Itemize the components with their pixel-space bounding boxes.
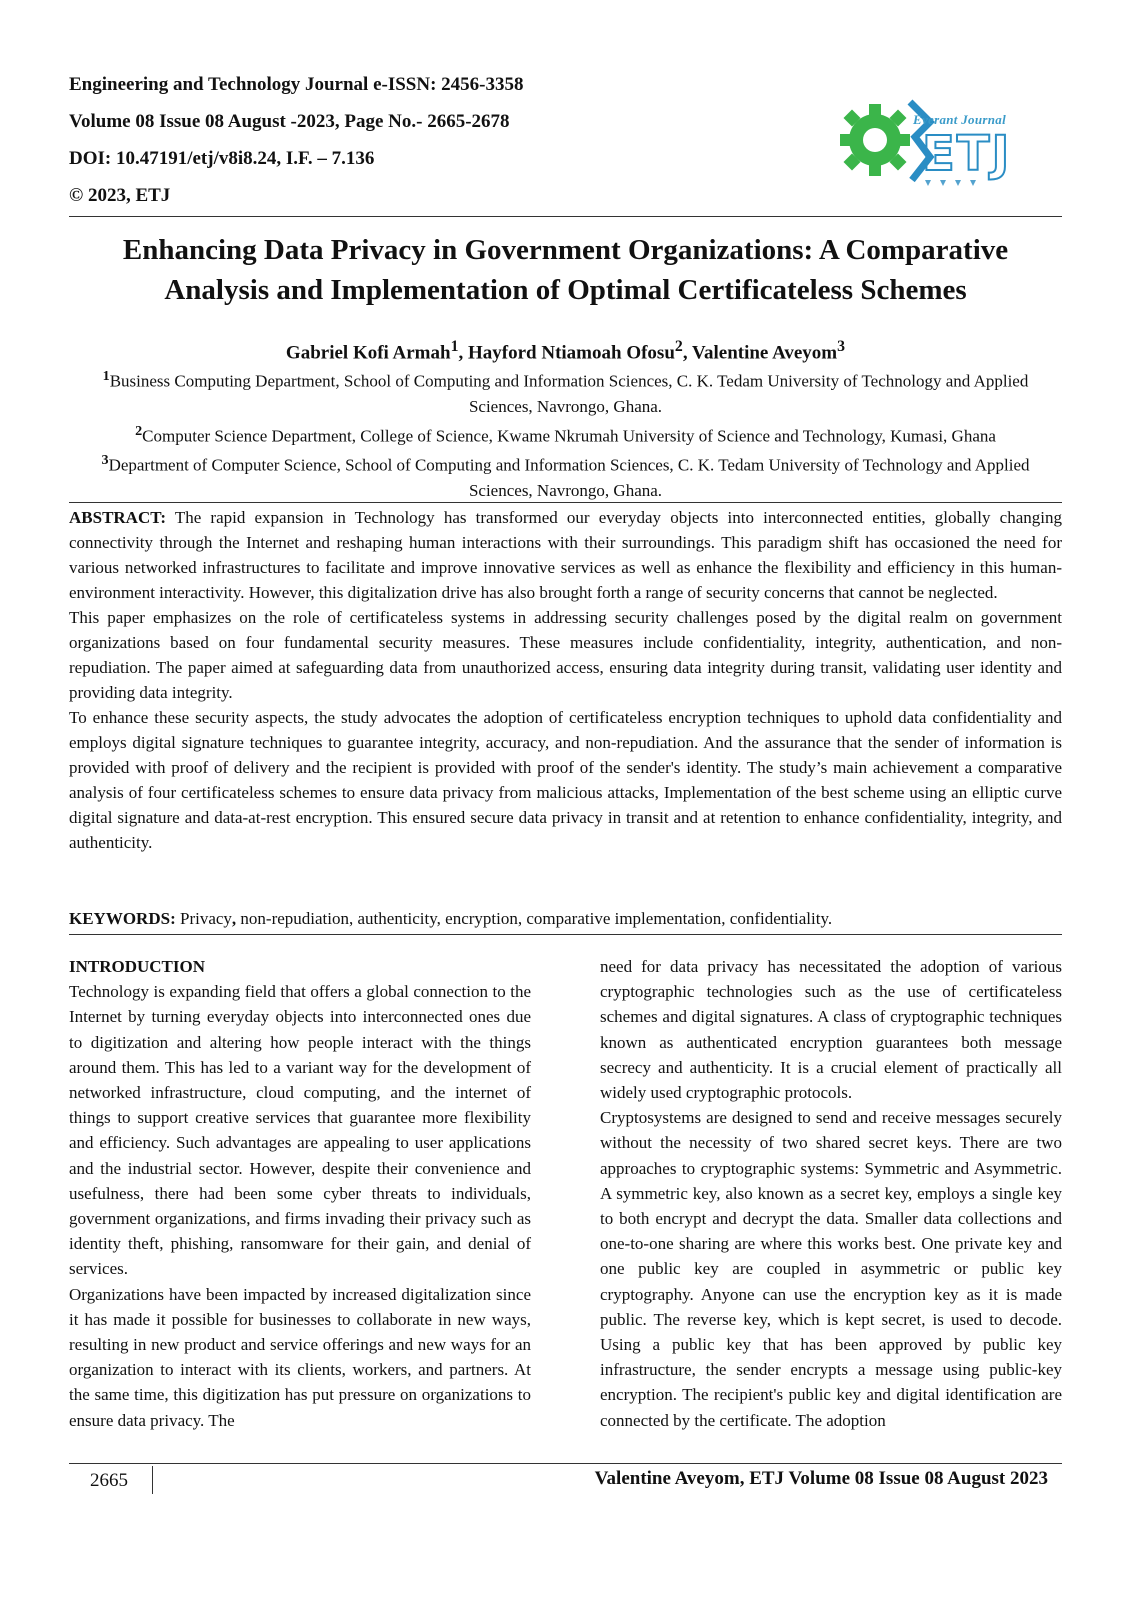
abstract-paragraph-2: This paper emphasizes on the role of certificateless systems in addressing security challenges posed by the digital realm on government organizations based on four fundamental security measures. These measures include confidentiality, integrity, authentication, and non-repudiation. The paper aimed at safeguarding data from unauthorized access, ensuring data integrity during transit, validating user identity and providing data integrity. [69, 608, 1062, 702]
journal-name: Engineering and Technology Journal e-ISSN: 2456-3358 [69, 74, 524, 95]
volume-info: Volume 08 Issue 08 August -2023, Page No.- 2665-2678 [69, 111, 510, 132]
intro-paragraph-1: Technology is expanding field that offers a global connection to the Internet by turning everyday objects into interconnected ones due to digitization and altering how people interact with the things around them. This has led to a variant way for the development of networked infrastructure, cloud computing, and the internet of things to support creative services that guarantee more flexibility and efficiency. Such advantages are appealing to user applications and the industrial sector. However, despite their convenience and usefulness, there had been some cyber threats to individuals, government organizations, and firms invading their privacy such as identity theft, phishing, ransomware for their gain, and denial of services. [69, 982, 531, 1279]
right-column [600, 954, 1062, 1433]
author-3-sup: 3 [837, 338, 846, 355]
author-2: Hayford Ntiamoah Ofosu [468, 342, 675, 364]
introduction-heading: INTRODUCTION [69, 957, 206, 976]
affiliation-3: $^3$Department of Computer Science, School of Computing and Information Sciences, C. K. Tedam University of Technology and Applied Sciences, Navrongo, Ghana. [101, 452, 1030, 500]
author-3: Valentine Aveyom [692, 342, 838, 364]
abstract-paragraph-1: ABSTRACT: The rapid expansion in Technology has transformed our everyday objects into interconnected entities, globally changing connectivity through the Internet and reshaping human interactions with their surroundings. This paradigm shift has occasioned the need for various networked infrastructures to facilitate and improve innovative services as well as enhance the flexibility and efficiency in this human- environment interactivity. However, this digitalization drive has also brought forth a range of security concerns that cannot be neglected. [69, 508, 1062, 602]
keywords-label: KEYWORDS: [69, 909, 176, 928]
title-line-1: Enhancing Data Privacy in Government Organizations: A Comparative [122, 234, 1009, 266]
affiliation-1: $^1$Business Computing Department, School of Computing and Information Sciences, C. K. Tedam University of Technology and Applied Sciences, Navrongo, Ghana. [102, 368, 1029, 416]
left-column [69, 954, 531, 1433]
abstract-label: ABSTRACT: [69, 508, 166, 527]
intro-paragraph-4: Cryptosystems are designed to send and receive messages securely without the necessity of two shared secret keys. There are two approaches to cryptographic systems: Symmetric and Asymmetric. A symmetric key, also known as a secret key, employs a single key to both encrypt and decrypt the data. Smaller data collections and one-to-one sharing are where this works best. One private key and one public key are coupled in asymmetric or public key cryptography. Anyone can use the encryption key as it is made public. The reverse key, which is kept secret, is used to decode. Using a public key that has been approved by public key infrastructure, the sender encrypts a message using public-key encryption. The recipient's public key and digital identification are connected by the certificate. The adoption [600, 1108, 1062, 1430]
abstract-paragraph-3: To enhance these security aspects, the study advocates the adoption of certificateless encryption techniques to uphold data confidentiality and employs digital signature techniques to guarantee integrity, accuracy, and non-repudiation. And the assurance that the sender of information is provided with proof of delivery and the recipient is provided with proof of the sender's identity. The study’s main achievement a comparative analysis of four certificateless schemes to ensure data privacy from malicious attacks, Implementation of the best scheme using an elliptic curve digital signature and data-at-rest encryption. This ensured secure data privacy in transit and at retention to enhance confidentiality, integrity, and authenticity. [69, 708, 1062, 852]
journal-header [69, 66, 689, 214]
author-list: Gabriel Kofi Armah$^1$, Hayford Ntiamoah Ofosu$^2$, Valentine Aveyom$^3$ [285, 338, 846, 364]
page-number: 2665 [90, 1470, 128, 1491]
logo-top-text: Everant Journal [913, 112, 1006, 127]
footer-divider [69, 1463, 1062, 1464]
running-footer: Valentine Aveyom, ETJ Volume 08 Issue 08 August 2023 [594, 1468, 1048, 1489]
affiliation-2: $^2$Computer Science Department, College of Science, Kwame Nkrumah University of Science and Technology, Kumasi, Ghana [135, 422, 996, 446]
logo-main-text: ETJ [922, 126, 1012, 182]
paper-title [69, 230, 1062, 310]
keywords-divider [69, 934, 1062, 935]
author-2-sup: 2 [674, 338, 683, 355]
affiliations [69, 364, 1062, 503]
abstract [69, 505, 1062, 855]
etj-logo [830, 92, 1040, 200]
title-line-2: Analysis and Implementation of Optimal Certificateless Schemes [164, 274, 967, 306]
header-divider [69, 216, 1062, 217]
footer-separator [152, 1466, 153, 1494]
intro-paragraph-2: Organizations have been impacted by increased digitalization since it has made it possible for businesses to collaborate in new ways, resulting in new product and service offerings and new ways for an organization to interact with its clients, workers, and partners. At the same time, this digitization has put pressure on organizations to ensure data privacy. The [69, 1284, 531, 1430]
author-1-sup: 1 [450, 338, 459, 355]
keywords: KEYWORDS: Privacy, non-repudiation, authenticity, encryption, comparative implementation, confidentiality. [69, 909, 833, 928]
author-1: Gabriel Kofi Armah [285, 342, 451, 364]
intro-paragraph-3: need for data privacy has necessitated the adoption of various cryptographic technologies such as the use of certificateless schemes and digital signatures. A class of cryptographic techniques known as authenticated encryption guarantees both message secrecy and authenticity. It is a crucial element of practically all widely used cryptographic protocols. [600, 957, 1062, 1103]
copyright: © 2023, ETJ [69, 185, 171, 206]
doi-info: DOI: 10.47191/etj/v8i8.24, I.F. – 7.136 [69, 148, 375, 169]
abstract-divider [69, 502, 1062, 503]
